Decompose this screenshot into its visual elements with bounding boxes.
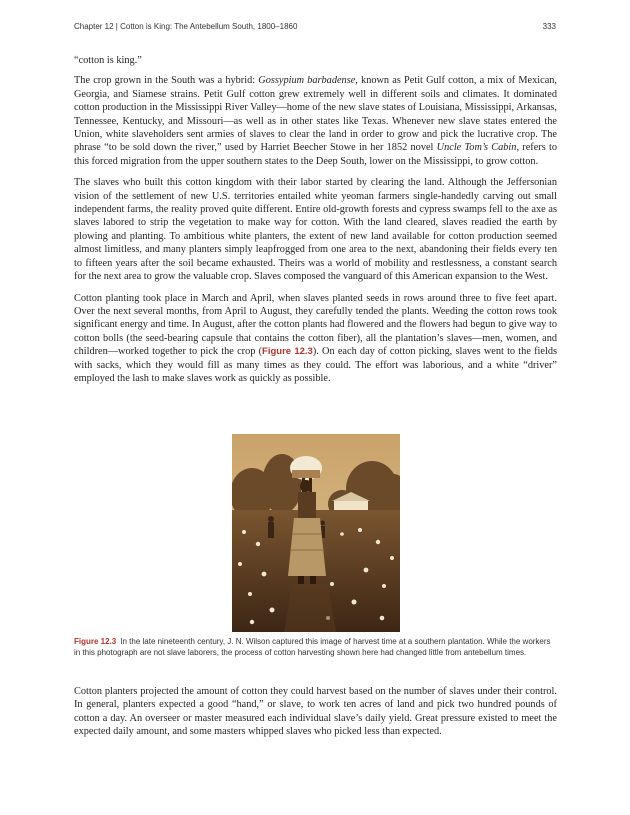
cotton-harvest-photo	[232, 434, 400, 632]
paragraph-planting: Cotton planting took place in March and April, when slaves planted seeds in rows around three to five feet apart. Over the next several months, from April to August, they carefully tended the plants. Weeding the cotton rows took significant energy and time. In August, after the cotton plants had flowered and the flowers had begun to give way to cotton bolls (the seed-bearing capsule that contains the cotton fiber), all the plantation’s slaves—men, women, and children—worked together to pick the crop (Figure 12.3). On each day of cotton picking, slaves went to the fields with sacks, which they would fill as many times as they could. The effort was laborious, and a white “driver” employed the lash to make slaves work as quickly as possible.	[74, 292, 557, 384]
figure-link[interactable]: Figure 12.3	[262, 346, 313, 358]
species-name: Gossypium barbadense	[258, 75, 356, 87]
figure-caption	[74, 636, 557, 658]
paragraph-clearing-land: The slaves who built this cotton kingdom with their labor started by clearing the land. Although the Jeffersonian vision of the settlement of new U.S. territories entailed white yeoman farmers single-handedly carving out small independent farms, the reality proved quite different. Entire old-growth forests and cypress swamps fell to the axe as slaves labored to strip the vegetation to make way for cotton. With the land cleared, slaves readied the earth by plowing and planting. To ambitious white planters, the extent of new land available for cotton production seemed almost limitless, and many planters simply leapfrogged from one area to the next, abandoning their fields every ten to fifteen years after the soil became exhausted. Theirs was a world of mobility and restlessness, a constant search for the next area to grow the valuable crop. Slaves composed the vanguard of this American expansion to the West.	[74, 177, 557, 283]
chapter-title: Chapter 12 | Cotton is King: The Antebellum South, 1800–1860	[74, 22, 298, 31]
caption-text: In the late nineteenth century, J. N. Wilson captured this image of harvest time at a southern plantation. While the workers in this photograph are not slave laborers, the process of cotton harvesting shown here had changed little from antebellum times.	[74, 637, 551, 657]
paragraph-continuation: “cotton is king.”	[74, 55, 142, 66]
running-header	[74, 22, 556, 31]
paragraph-hybrid-crop: The crop grown in the South was a hybrid: Gossypium barbadense, known as Petit Gulf cotton, a mix of Mexican, Georgia, and Siamese strains. Petit Gulf cotton grew extremely well in different soils and climates. It dominated cotton production in the Mississippi River Valley—home of the new slave states of Louisiana, Mississippi, Arkansas, Tennessee, Kentucky, and Missouri—as well as in other states like Texas. Whenever new slave states entered the Union, white slaveholders sent armies of slaves to clear the land in order to grow and pick the lucrative crop. The phrase “to be sold down the river,” used by Harriet Beecher Stowe in her 1852 novel Uncle Tom’s Cabin, refers to this forced migration from the upper southern states to the Deep South, lower on the Mississippi, to grow cotton.	[74, 75, 558, 167]
page-number: 333	[542, 22, 556, 31]
main-text-bottom	[74, 685, 557, 747]
figure-label: Figure 12.3	[74, 637, 117, 646]
main-text-top	[74, 54, 557, 393]
novel-title: Uncle Tom’s Cabin	[436, 142, 517, 154]
paragraph-projection: Cotton planters projected the amount of cotton they could harvest based on the number of slaves under their control. In general, planters expected a good “hand,” or slave, to work ten acres of land and pick two hundred pounds of cotton a day. An overseer or master measured each individual slave’s daily yield. Great pressure existed to meet the expected daily amount, and some masters whipped slaves who picked less than expected.	[74, 686, 557, 738]
